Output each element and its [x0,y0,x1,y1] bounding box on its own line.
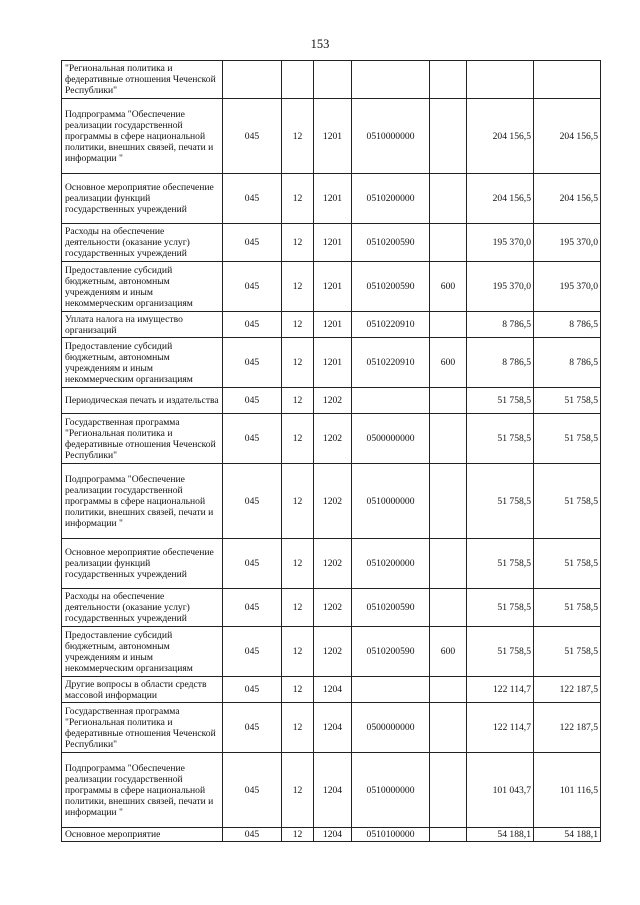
table-cell-section [282,61,314,99]
table-row [62,99,601,174]
table-cell-subsection: 1201 [314,174,352,224]
table-cell-target-item: 0510220910 [352,338,430,388]
table-cell-expense-type [430,312,467,338]
table-cell-amount-1: 51 758,5 [467,388,534,414]
table-cell-amount-2: 54 188,1 [534,828,601,842]
table-cell-amount-1: 8 786,5 [467,312,534,338]
table-cell-section: 12 [282,388,314,414]
table-cell-subsection: 1201 [314,312,352,338]
table-cell-subsection: 1202 [314,627,352,677]
table-cell-subsection: 1202 [314,414,352,464]
table-cell-name: Основное мероприятие [62,828,223,842]
table-cell-name: Расходы на обеспечение деятельности (оказание услуг) государственных учреждений [62,589,223,627]
table-cell-amount-2: 195 370,0 [534,224,601,262]
table-cell-amount-2: 204 156,5 [534,174,601,224]
table-cell-target-item [352,388,430,414]
table-cell-expense-type [430,677,467,703]
table-cell-amount-1: 8 786,5 [467,338,534,388]
table-cell-amount-1: 51 758,5 [467,464,534,539]
table-cell-expense-type [430,753,467,828]
table-cell-name: Государственная программа "Региональная политика и федеративные отношения Чеченской Республики" [62,414,223,464]
table-cell-name: Основное мероприятие обеспечение реализации функций государственных учреждений [62,539,223,589]
table-cell-expense-type: 600 [430,627,467,677]
table-row [62,753,601,828]
table-cell-expense-type [430,224,467,262]
table-cell-section: 12 [282,539,314,589]
table-cell-name: "Региональная политика и федеративные отношения Чеченской Республики" [62,61,223,99]
page-number: 153 [310,37,330,51]
table-cell-section: 12 [282,753,314,828]
table-cell-expense-type [430,388,467,414]
table-cell-expense-type [430,589,467,627]
table-cell-amount-1: 122 114,7 [467,677,534,703]
table-cell-subsection: 1204 [314,828,352,842]
table-cell-name: Уплата налога на имущество организаций [62,312,223,338]
table-cell-name: Предоставление субсидий бюджетным, автономным учреждениям и иным некоммерческим организациям [62,627,223,677]
table-cell-subsection [314,61,352,99]
table-cell-subsection: 1201 [314,338,352,388]
table-cell-admin-code: 045 [223,262,282,312]
table-row [62,677,601,703]
table-cell-target-item: 0510200000 [352,539,430,589]
table-cell-admin-code: 045 [223,589,282,627]
table-cell-subsection: 1202 [314,589,352,627]
table-cell-name: Подпрограмма "Обеспечение реализации государственной программы в сфере национальной политики, внешних связей, печати и информации " [62,464,223,539]
table-cell-name: Предоставление субсидий бюджетным, автономным учреждениям и иным некоммерческим организациям [62,262,223,312]
table-cell-admin-code: 045 [223,312,282,338]
table-cell-expense-type: 600 [430,338,467,388]
table-row [62,224,601,262]
table-cell-name: Государственная программа "Региональная политика и федеративные отношения Чеченской Республики" [62,703,223,753]
table-cell-amount-1: 195 370,0 [467,224,534,262]
table-cell-name: Периодическая печать и издательства [62,388,223,414]
table-cell-admin-code: 045 [223,677,282,703]
table-cell-subsection: 1204 [314,677,352,703]
table-cell-target-item: 0510000000 [352,464,430,539]
table-cell-subsection: 1204 [314,753,352,828]
table-cell-subsection: 1202 [314,464,352,539]
table-cell-expense-type [430,174,467,224]
table-cell-amount-2: 122 187,5 [534,677,601,703]
table-row [62,703,601,753]
table-cell-amount-2: 51 758,5 [534,388,601,414]
table-cell-amount-2: 51 758,5 [534,589,601,627]
table-cell-subsection: 1202 [314,539,352,589]
table-cell-amount-1: 101 043,7 [467,753,534,828]
table-cell-admin-code: 045 [223,338,282,388]
table-cell-subsection: 1202 [314,388,352,414]
table-cell-amount-1: 51 758,5 [467,414,534,464]
table-cell-section: 12 [282,312,314,338]
table-cell-name: Предоставление субсидий бюджетным, автономным учреждениям и иным некоммерческим организациям [62,338,223,388]
table-cell-section: 12 [282,262,314,312]
table-cell-amount-1: 54 188,1 [467,828,534,842]
table-cell-section: 12 [282,627,314,677]
table-cell-amount-1 [467,61,534,99]
table-cell-target-item [352,61,430,99]
table-cell-admin-code: 045 [223,388,282,414]
table-cell-name: Подпрограмма "Обеспечение реализации государственной программы в сфере национальной политики, внешних связей, печати и информации " [62,753,223,828]
table-cell-expense-type [430,99,467,174]
table-cell-amount-2: 51 758,5 [534,414,601,464]
table-cell-amount-1: 51 758,5 [467,539,534,589]
table-cell-amount-2: 204 156,5 [534,99,601,174]
table-cell-admin-code: 045 [223,464,282,539]
table-cell-admin-code: 045 [223,703,282,753]
table-row [62,262,601,312]
table-row [62,464,601,539]
table-cell-target-item: 0510000000 [352,753,430,828]
table-cell-section: 12 [282,414,314,464]
table-cell-expense-type [430,703,467,753]
table-cell-subsection: 1204 [314,703,352,753]
table-cell-target-item: 0510000000 [352,99,430,174]
table-cell-target-item: 0510200590 [352,589,430,627]
table-cell-amount-1: 51 758,5 [467,589,534,627]
table-cell-target-item: 0500000000 [352,703,430,753]
table-cell-expense-type [430,414,467,464]
table-row [62,828,601,842]
table-cell-section: 12 [282,224,314,262]
table-cell-section: 12 [282,99,314,174]
table-cell-target-item: 0510200590 [352,627,430,677]
table-row [62,61,601,99]
table-cell-amount-2: 101 116,5 [534,753,601,828]
table-cell-subsection: 1201 [314,99,352,174]
table-cell-admin-code: 045 [223,414,282,464]
table-cell-section: 12 [282,174,314,224]
table-cell-amount-2: 51 758,5 [534,539,601,589]
table-cell-section: 12 [282,589,314,627]
table-cell-name: Расходы на обеспечение деятельности (оказание услуг) государственных учреждений [62,224,223,262]
table-cell-expense-type [430,464,467,539]
table-cell-admin-code [223,61,282,99]
table-cell-section: 12 [282,338,314,388]
table-cell-amount-1: 51 758,5 [467,627,534,677]
table-cell-amount-2: 195 370,0 [534,262,601,312]
table-cell-target-item: 0510100000 [352,828,430,842]
table-cell-amount-1: 122 114,7 [467,703,534,753]
table-row [62,627,601,677]
table-cell-expense-type [430,539,467,589]
table-cell-name: Подпрограмма "Обеспечение реализации государственной программы в сфере национальной политики, внешних связей, печати и информации " [62,99,223,174]
table-cell-subsection: 1201 [314,262,352,312]
table-cell-amount-2: 8 786,5 [534,312,601,338]
table-cell-target-item: 0510200000 [352,174,430,224]
table-cell-section: 12 [282,703,314,753]
table-cell-admin-code: 045 [223,753,282,828]
table-row [62,312,601,338]
table-cell-amount-2: 51 758,5 [534,627,601,677]
table-row [62,539,601,589]
table-row [62,589,601,627]
table-body [62,61,601,842]
table-row [62,388,601,414]
table-cell-amount-2 [534,61,601,99]
table-cell-admin-code: 045 [223,539,282,589]
table-cell-subsection: 1201 [314,224,352,262]
table-cell-admin-code: 045 [223,627,282,677]
table-row [62,174,601,224]
table-cell-name: Основное мероприятие обеспечение реализации функций государственных учреждений [62,174,223,224]
table-cell-section: 12 [282,677,314,703]
table-cell-amount-1: 204 156,5 [467,99,534,174]
table-cell-expense-type: 600 [430,262,467,312]
budget-table [61,60,601,842]
table-cell-amount-1: 195 370,0 [467,262,534,312]
table-cell-target-item: 0510200590 [352,262,430,312]
table-cell-admin-code: 045 [223,99,282,174]
table-cell-expense-type [430,828,467,842]
table-cell-target-item: 0510200590 [352,224,430,262]
table-cell-amount-2: 51 758,5 [534,464,601,539]
table-cell-section: 12 [282,828,314,842]
table-cell-section: 12 [282,464,314,539]
table-cell-admin-code: 045 [223,174,282,224]
table-cell-admin-code: 045 [223,828,282,842]
table-cell-target-item: 0510220910 [352,312,430,338]
table-cell-expense-type [430,61,467,99]
table-cell-name: Другие вопросы в области средств массовой информации [62,677,223,703]
table-cell-target-item [352,677,430,703]
table-cell-admin-code: 045 [223,224,282,262]
table-cell-target-item: 0500000000 [352,414,430,464]
table-row [62,414,601,464]
table-cell-amount-1: 204 156,5 [467,174,534,224]
table-cell-amount-2: 8 786,5 [534,338,601,388]
table-row [62,338,601,388]
table-cell-amount-2: 122 187,5 [534,703,601,753]
